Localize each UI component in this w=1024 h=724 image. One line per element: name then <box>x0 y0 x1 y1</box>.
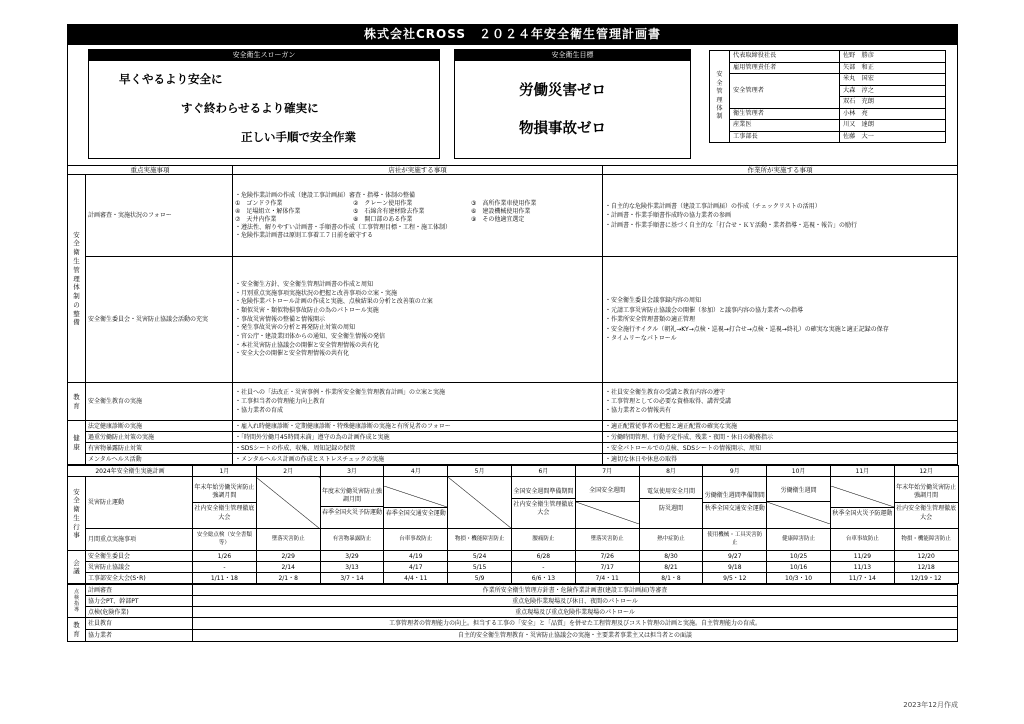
branch-health: ・SDSシートの作成、収集、周知記録の保管 <box>233 443 603 454</box>
focus-label: 月間重点実施事項 <box>86 529 193 551</box>
site-health: ・労働時間管理、行動予定作成、残業・夜間・休日の勤務指示 <box>603 432 958 443</box>
campaign-cell <box>575 477 639 529</box>
site-line: ・タイムリーなパトロール <box>605 335 677 343</box>
meeting-date: 9/5・12 <box>703 573 767 584</box>
header-item: 重点実施事項 <box>68 166 233 175</box>
month-header: 5月 <box>448 466 512 477</box>
campaign-bottom: 社内安全衛生管理徹底大会 <box>194 505 255 521</box>
meeting-date: 8/30 <box>639 551 703 562</box>
campaign-cell <box>767 477 831 529</box>
item-health: 過重労働防止対策の実施 <box>86 432 233 443</box>
branch-line: ・工事担当者の管理能力向上教育 <box>235 398 326 406</box>
site-line: ・安全衛生委員会議事録内容の周知 <box>605 296 702 304</box>
slogan-line-1: 早くやるより安全に <box>119 72 223 86</box>
site-edu <box>603 383 958 421</box>
campaign-top: 年末年始労働災害防止強調月間 <box>193 482 256 503</box>
meeting-date: 11/29 <box>830 551 894 562</box>
focus-cell: 熱中症防止 <box>639 529 703 551</box>
site-line: ・安全施行サイクル（朝礼→KY→点検・巡視→打合せ→点検・巡視→終礼）の確実な実施と適正記録の保存 <box>605 325 889 333</box>
edu-row-label: 協力業者 <box>86 630 193 642</box>
site-line: ・元請工事災害防止協議会の開催（参加）と議事内容の協力業者への指導 <box>605 306 804 314</box>
staff-name: 小林 亮 <box>840 108 946 120</box>
meeting-date: 7/26 <box>575 551 639 562</box>
campaign-cell <box>320 477 384 529</box>
branch-line: ・発生事故災害の分析と再発防止対策の周知 <box>235 324 356 332</box>
item-health: 有害物暴露防止対策 <box>86 443 233 454</box>
campaign-bottom: 春季全国交通安全運動 <box>385 509 446 517</box>
item-health: 法定健康診断の実施 <box>86 421 233 432</box>
campaign-top-empty <box>384 486 447 508</box>
header-branch: 店社が実施する事項 <box>233 166 603 175</box>
danger-work-item: ⑦ 天井内作業 <box>235 215 277 223</box>
block-label-health: 健 康 <box>68 421 86 465</box>
campaign-bottom: 秋季全国火災予防運動 <box>832 509 893 517</box>
month-header: 12月 <box>894 466 958 477</box>
meeting-date: 10/3・10 <box>767 573 831 584</box>
meeting-date: 1/26 <box>193 551 257 562</box>
staff-role: 安全管理者 <box>730 74 840 109</box>
campaign-cell <box>639 477 703 529</box>
meeting-date: 11/13 <box>830 562 894 573</box>
patrol-edu-table <box>67 584 958 642</box>
danger-work-item: ⑥ 建設機械使用作業 <box>471 207 531 215</box>
focus-cell: 墜落災害防止 <box>575 529 639 551</box>
site-health: ・適正配置従事者の把握と適正配置の確実な実施 <box>603 421 958 432</box>
branch-line: ・本社災害防止協議会の開催と安全管理情報の共有化 <box>235 341 380 349</box>
monthly-table <box>67 465 959 584</box>
staff-role: 代表取締役社長 <box>730 51 840 63</box>
campaign-top: 年末年始労働災害防止強調月間 <box>895 482 958 503</box>
branch-line: ・安全衛生方針、安全衛生管理計画書の作成と周知 <box>235 280 374 288</box>
campaign-top-empty <box>831 486 894 508</box>
patrol-row-value: 作業所安全衛生管理方針書・危険作業計画書(建設工事計画届)等審査 <box>193 585 958 596</box>
item-health: メンタルヘルス活動 <box>86 454 233 465</box>
site-committee <box>603 257 958 383</box>
site-line: ・社員安全衛生教育の受講と教育内容の遵守 <box>605 389 726 397</box>
campaign-top: 年度末労働災害防止強調月間 <box>321 486 384 507</box>
branch-line: ・危険作業パトロール計画の作成と実施、点検結果の分析と改善策の立案 <box>235 298 433 306</box>
patrol-row-label: 点検(危険作業) <box>86 607 193 618</box>
slogan-box <box>88 49 440 159</box>
campaign-label: 災害防止運動 <box>86 477 193 529</box>
site-line: ・自主的な危険作業計画書（建設工事計画届）の作成（チェックリストの活用） <box>605 202 821 210</box>
staff-name: 米丸 国宏 <box>840 74 946 86</box>
item-edu: 安全衛生教育の実施 <box>86 383 233 421</box>
slogan-line-3: 正しい手順で安全作業 <box>241 130 356 144</box>
meeting-label: 工事部安全大会(S･R) <box>86 573 193 584</box>
block-label-system: 安 全 衛 生 管 理 体 制 の 整 備 <box>68 175 86 383</box>
meeting-date: 3/13 <box>320 562 384 573</box>
meeting-date: - <box>511 562 575 573</box>
meeting-date: 10/25 <box>767 551 831 562</box>
priority-table <box>67 165 958 465</box>
branch-line: ・月別重点実施事項実施状況の把握と改善事項の立案・実施 <box>235 289 398 297</box>
campaign-bottom-empty <box>576 502 639 524</box>
top-section <box>67 45 958 165</box>
month-header: 2月 <box>256 466 320 477</box>
staff-table <box>709 50 946 143</box>
meeting-date: 2/14 <box>256 562 320 573</box>
meeting-label: 安全衛生委員会 <box>86 551 193 562</box>
patrol-row-label: 協力会PT、幹部PT <box>86 596 193 607</box>
goal-header: 安全衛生目標 <box>455 50 690 61</box>
patrol-label: 点 検 指 導 <box>68 585 86 618</box>
site-plan-review <box>603 175 958 257</box>
slogan-line-2: すぐ終わらせるより確実に <box>181 101 319 115</box>
staff-name: 双石 充朗 <box>840 97 946 109</box>
campaign-top: 全国安全週間 <box>576 481 639 502</box>
meeting-label: 災害防止協議会 <box>86 562 193 573</box>
branch-line: ・協力業者の育成 <box>235 407 284 415</box>
meeting-date: 7/17 <box>575 562 639 573</box>
events-label: 安 全 衛 生 行 事 <box>68 477 86 551</box>
document-title: 株式会社CROSS ２０２４年安全衛生管理計画書 <box>67 24 958 45</box>
campaign-top: 電気使用安全月間 <box>640 486 703 499</box>
meeting-date: 6/28 <box>511 551 575 562</box>
focus-cell: 健康障害防止 <box>767 529 831 551</box>
staff-side-label: 安 全 管 理 体 制 <box>710 51 730 143</box>
staff-name: 佐野 勝彦 <box>840 51 946 63</box>
site-line: ・計画書・作業手順書作成時の協力業者の参画 <box>605 212 732 220</box>
branch-health: ・「時間外労働月45時間未満」遵守の為の計画作成と実施 <box>233 432 603 443</box>
focus-cell: 墜落災害防止 <box>256 529 320 551</box>
staff-name: 川又 達朗 <box>840 120 946 132</box>
item-plan-review: 計画審査・実施状況のフォロー <box>86 175 233 257</box>
edu-row-label: 社員教育 <box>86 618 193 630</box>
slogan-header: 安全衛生スローガン <box>89 50 439 61</box>
meeting-date: - <box>193 562 257 573</box>
meeting-date: 4/19 <box>384 551 448 562</box>
campaign-bottom: 防災週間 <box>658 505 683 513</box>
branch-health: ・雇入れ時健康診断・定期健康診断・特殊健康診断の実施と有所見者のフォロー <box>233 421 603 432</box>
goal-line-2: 物損事故ゼロ <box>519 121 606 137</box>
branch-line: ・官公庁・建設業団体からの通知、安全衛生情報の発信 <box>235 332 386 340</box>
month-header: 9月 <box>703 466 767 477</box>
focus-cell: 台車事故防止 <box>830 529 894 551</box>
focus-cell: 安全総点検（安全書類等） <box>193 529 257 551</box>
branch-health: ・メンタルヘルス計画の作成とストレスチェックの実施 <box>233 454 603 465</box>
meeting-date: 12/18 <box>894 562 958 573</box>
edu-row-value: 自主的安全衛生管理教育・災害防止協議会の実施・主要業者事業主又は担当者との面談 <box>193 630 958 642</box>
plan-sheet <box>67 24 958 642</box>
staff-name: 矢部 和正 <box>840 62 946 74</box>
month-header: 1月 <box>193 466 257 477</box>
meeting-date: 2/29 <box>256 551 320 562</box>
meeting-date: 1/11・18 <box>193 573 257 584</box>
month-header: 4月 <box>384 466 448 477</box>
meeting-date: 7/4・11 <box>575 573 639 584</box>
focus-cell: 腰痛防止 <box>511 529 575 551</box>
danger-work-item: ② クレーン使用作業 <box>353 199 413 207</box>
month-header: 6月 <box>511 466 575 477</box>
focus-cell: 物損・機能障害防止 <box>894 529 958 551</box>
branch-line: ・危険作業計画の作成（建設工事計画届）審査・指導・体制の整備 <box>235 191 416 199</box>
block-label-edu: 教 育 <box>68 383 86 421</box>
patrol-row-value: 重点危険作業現場及び休日、夜間のパトロール <box>193 596 958 607</box>
meeting-date: 4/17 <box>384 562 448 573</box>
branch-line: ・危険作業計画書は原則工事着工７日前を厳守する <box>235 232 374 240</box>
campaign-cell <box>703 477 767 529</box>
site-health: ・安全パトロールでの点検、SDSシートの情報開示、周知 <box>603 443 958 454</box>
site-line: ・計画書・作業手順書に基づく自主的な「打合せ・ＫＹ活動・業者指導・巡視・報告」の励行 <box>605 221 858 229</box>
staff-role: 工事部長 <box>730 131 840 143</box>
danger-work-item: ③ 高所作業車使用作業 <box>471 199 537 207</box>
header-site: 作業所が実施する事項 <box>603 166 958 175</box>
branch-edu <box>233 383 603 421</box>
staff-role: 産業医 <box>730 120 840 132</box>
focus-cell: 物損・機能障害防止 <box>448 529 512 551</box>
meeting-date: 9/18 <box>703 562 767 573</box>
campaign-bottom-empty <box>767 502 830 524</box>
meeting-date: 5/15 <box>448 562 512 573</box>
branch-line: ・類似災害・類似物損事故防止の為のパトロール実施 <box>235 306 379 314</box>
month-header: 3月 <box>320 466 384 477</box>
staff-name: 佐藤 大一 <box>840 131 946 143</box>
staff-name: 大森 淳之 <box>840 85 946 97</box>
campaign-bottom: 春季全国火災予防運動 <box>321 509 382 517</box>
campaign-top: 労働衛生週間準備期間 <box>703 490 766 503</box>
meeting-date: 6/6・13 <box>511 573 575 584</box>
meeting-date: 12/20 <box>894 551 958 562</box>
meeting-date: 3/29 <box>320 551 384 562</box>
danger-work-item: ⑨ その他適宜選定 <box>471 215 525 223</box>
focus-cell: 台車事故防止 <box>384 529 448 551</box>
meeting-date: 12/19・12 <box>894 573 958 584</box>
site-line: ・協力業者との情報共有 <box>605 407 672 415</box>
campaign-cell <box>830 477 894 529</box>
branch-line: ・安全大会の開催と安全管理情報の共有化 <box>235 350 350 358</box>
branch-line: ・事故災害情報の整備と情報開示 <box>235 315 326 323</box>
campaign-cell <box>894 477 958 529</box>
meetings-label: 会 議 <box>68 551 86 584</box>
item-committee: 安全衛生委員会・災害防止協議会活動の充実 <box>86 257 233 383</box>
patrol-row-label: 計画審査 <box>86 585 193 596</box>
meeting-date: 3/7・14 <box>320 573 384 584</box>
meeting-date: 11/7・14 <box>830 573 894 584</box>
meeting-date: 10/16 <box>767 562 831 573</box>
danger-work-item: ⑧ 開口部のある作業 <box>353 215 413 223</box>
danger-work-item: ⑤ 石綿含有建材除去作業 <box>353 207 425 215</box>
campaign-bottom: 秋季全国交通安全運動 <box>704 505 765 513</box>
danger-work-item: ① ゴンドラ作業 <box>235 199 283 207</box>
edu-row-value: 工事管理者の管理能力の向上。担当する工事の「安全」と「品質」を併せた工程管理及びコスト管理の計画と実施。自主管理能力の育成。 <box>193 618 958 630</box>
month-header: 8月 <box>639 466 703 477</box>
branch-plan-review <box>233 175 603 257</box>
meeting-date: 2/1・8 <box>256 573 320 584</box>
campaign-cell <box>511 477 575 529</box>
meeting-date: 8/21 <box>639 562 703 573</box>
edu-label: 教 育 <box>68 618 86 642</box>
site-health: ・適切な休日や休息の取得 <box>603 454 958 465</box>
focus-cell: 有害物暴露防止 <box>320 529 384 551</box>
created-date: 2023年12月作成 <box>903 701 958 709</box>
month-header: 10月 <box>767 466 831 477</box>
patrol-row-value: 重点現場及び重点危険作業現場のパトロール <box>193 607 958 618</box>
danger-work-item: ④ 足場組立・解体作業 <box>235 207 301 215</box>
meeting-date: 5/9 <box>448 573 512 584</box>
site-line: ・作業所安全管理書類の適正管理 <box>605 316 696 324</box>
campaign-top: 労働衛生週間 <box>767 481 830 502</box>
staff-role: 雇用管理責任者 <box>730 62 840 74</box>
month-header: 7月 <box>575 466 639 477</box>
goal-box <box>454 49 691 159</box>
focus-cell: 使用機械・工具災害防止 <box>703 529 767 551</box>
branch-line: ・遵法性、解りやすい計画書・手順書の作成（工事管理目標・工程・施工体制） <box>235 224 452 232</box>
branch-committee <box>233 257 603 383</box>
campaign-top: 全国安全週間準備期間 <box>512 486 575 499</box>
monthly-header: 2024年安全衛生実施計画 <box>68 466 193 477</box>
site-line: ・工事管理としての必要な資格取得、講習受講 <box>605 398 732 406</box>
campaign-bottom: 社内安全衛生管理徹底大会 <box>896 505 957 521</box>
meeting-date: 9/27 <box>703 551 767 562</box>
campaign-cell <box>384 477 448 529</box>
goal-line-1: 労働災害ゼロ <box>519 83 606 99</box>
meeting-date: 8/1・8 <box>639 573 703 584</box>
month-header: 11月 <box>830 466 894 477</box>
branch-line: ・社員への「法改正・災害事例・作業所安全衛生管理教育計画」の立案と実施 <box>235 389 446 397</box>
danger-work-grid <box>235 200 600 224</box>
staff-role: 衛生管理者 <box>730 108 840 120</box>
meeting-date: 5/24 <box>448 551 512 562</box>
campaign-bottom: 社内安全衛生管理徹底大会 <box>513 501 574 517</box>
campaign-cell-empty <box>448 477 512 529</box>
campaign-cell-empty <box>256 477 320 529</box>
campaign-cell <box>193 477 257 529</box>
meeting-date: 4/4・11 <box>384 573 448 584</box>
